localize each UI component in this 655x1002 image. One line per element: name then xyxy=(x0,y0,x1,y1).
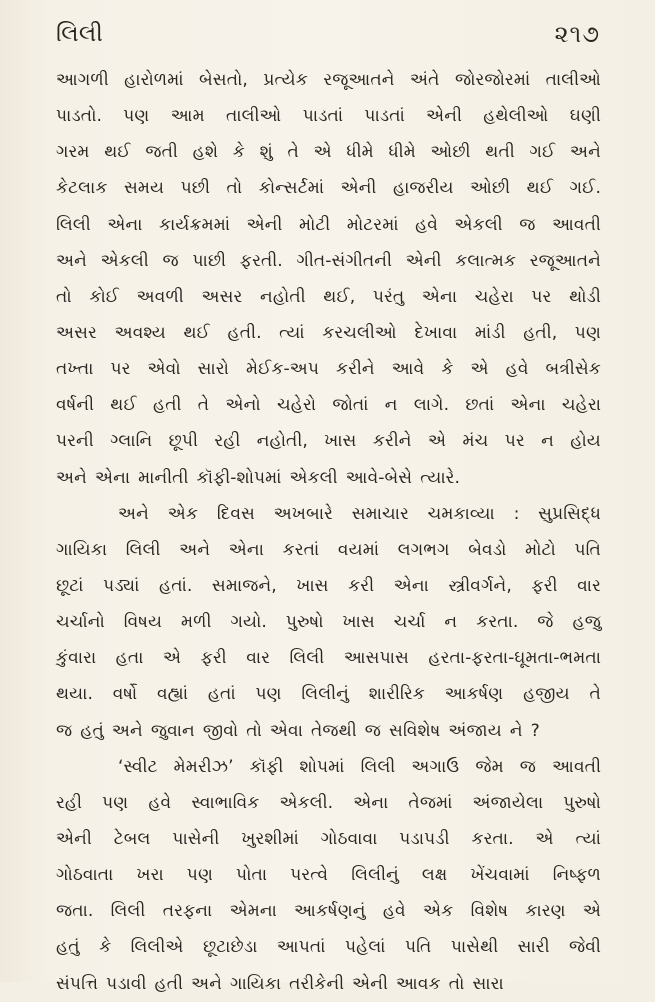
word: હજુ xyxy=(572,612,601,633)
word: વયમાં xyxy=(337,539,380,560)
word: રજૂઆતને xyxy=(529,250,601,271)
text-line xyxy=(56,496,601,532)
page-number: ૨૧૭ xyxy=(554,20,600,48)
word: લિલી xyxy=(125,539,161,560)
word: હવે xyxy=(382,901,406,922)
word: એવો xyxy=(147,359,181,380)
word: સંપત્તિ xyxy=(56,973,99,994)
word: હતી xyxy=(154,973,184,994)
word: આવતી xyxy=(552,756,601,777)
word: મોટી xyxy=(298,214,331,235)
word: ચમકાવ્યા xyxy=(427,503,495,524)
word: એના xyxy=(393,575,429,596)
word: વહ્યાં xyxy=(156,684,189,705)
word: એકલી xyxy=(289,467,338,488)
word: તાલીઓ xyxy=(226,106,282,127)
word: અને xyxy=(569,142,601,163)
word: વર્ષની xyxy=(56,395,95,416)
word: હતી. xyxy=(227,322,262,343)
page-header xyxy=(56,14,600,54)
word: માંડી xyxy=(474,322,506,343)
word: પરત્વે xyxy=(290,865,329,886)
word: કુંવારા xyxy=(56,648,97,669)
word: જ xyxy=(519,214,536,235)
word: અંજાય xyxy=(448,720,502,741)
word: તે xyxy=(197,395,210,416)
word: મંચ xyxy=(462,431,489,452)
word: નહોતી, xyxy=(256,431,308,452)
text-line xyxy=(56,676,601,712)
word: સમાજને, xyxy=(211,575,277,596)
word: ખેંચવામાં xyxy=(470,865,530,886)
word: હતી, xyxy=(523,322,558,343)
word: કાર્યક્રમમાં xyxy=(159,214,231,235)
word: એની xyxy=(246,214,283,235)
word: ખાસ xyxy=(296,575,329,596)
text-line xyxy=(56,568,601,604)
word: અને xyxy=(111,720,143,741)
word: હવે xyxy=(415,214,439,235)
word: ચર્ચાનો xyxy=(56,612,105,633)
word: ખાસ xyxy=(342,612,375,633)
word: ખરા xyxy=(136,865,164,886)
word: જ xyxy=(364,720,382,741)
word: પુરુષો xyxy=(285,612,324,633)
word: તે xyxy=(287,142,299,163)
word: પર xyxy=(531,286,552,307)
word: એ xyxy=(470,359,489,380)
word: તો xyxy=(246,720,262,741)
word: થઈ xyxy=(104,142,131,163)
word: સ્વાભાવિક xyxy=(191,792,260,813)
word: કરતાં xyxy=(282,539,320,560)
word: થઈ, xyxy=(323,286,356,307)
word: એના xyxy=(421,286,458,307)
word: ફરતી. xyxy=(239,250,283,271)
word: પહેલાં xyxy=(344,937,386,958)
word: પતિ xyxy=(404,937,432,958)
word: એની xyxy=(56,828,92,849)
word: લિલી xyxy=(360,756,396,777)
word: શોપમાં xyxy=(299,756,345,777)
word: એવા xyxy=(269,720,303,741)
word: આવક xyxy=(396,973,441,994)
text-line xyxy=(56,460,601,496)
word: રહી xyxy=(214,431,241,452)
text-line xyxy=(56,98,601,134)
word: જતી xyxy=(145,142,178,163)
word: છતાં xyxy=(465,395,495,416)
word: જ xyxy=(519,756,537,777)
word: લિલી xyxy=(56,214,91,235)
word: જેવી xyxy=(569,937,601,958)
word: એની xyxy=(405,250,442,271)
word: એના xyxy=(228,539,264,560)
word: બત્રીસેક xyxy=(545,359,601,380)
word: એ xyxy=(162,648,182,669)
word: પાછી xyxy=(192,250,227,271)
word: અને xyxy=(179,539,211,560)
word: પાડતાં xyxy=(302,106,344,127)
word: પરની xyxy=(56,431,94,452)
word: હથેલીઓ xyxy=(483,106,549,127)
word: એ xyxy=(427,431,447,452)
word: ઘણી xyxy=(569,106,601,127)
word: પડાપડી xyxy=(399,828,450,849)
word: એકલી. xyxy=(279,792,334,813)
word: પાસેની xyxy=(172,828,220,849)
word: તેજમાં xyxy=(408,792,453,813)
word: લિલી xyxy=(110,901,146,922)
word: એ xyxy=(535,828,554,849)
word: ને xyxy=(509,720,523,741)
word: સમય xyxy=(124,178,165,199)
word: ન xyxy=(541,431,554,452)
word: આમ xyxy=(170,106,205,127)
word: ગયો. xyxy=(230,612,267,633)
word: પણ xyxy=(574,322,601,343)
text-line xyxy=(56,857,601,893)
word: હતી xyxy=(153,395,182,416)
word: ફરી xyxy=(531,575,558,596)
word: પડ્યાં xyxy=(103,575,140,596)
word: ધીમે xyxy=(346,142,374,163)
word: જોતાં xyxy=(332,395,369,416)
word: છૂટાં xyxy=(56,575,84,596)
word: ગરમ xyxy=(56,142,90,163)
word: પોતા xyxy=(236,865,268,886)
text-line xyxy=(56,929,601,965)
text-line xyxy=(56,134,601,170)
word: એની xyxy=(340,178,377,199)
word: ગઈ. xyxy=(569,178,601,199)
word: હશે xyxy=(192,142,219,163)
word: મળી xyxy=(181,612,212,633)
paragraph xyxy=(56,496,601,749)
word: સારા xyxy=(472,973,504,994)
word: કારણ xyxy=(525,901,566,922)
word: લિલીનું xyxy=(351,865,399,886)
word: થઈ xyxy=(526,178,554,199)
body-text xyxy=(56,62,601,1002)
word: કરીને xyxy=(372,431,412,452)
word: મેઈક-અપ xyxy=(245,359,319,380)
word: પર xyxy=(504,431,525,452)
word: એ xyxy=(582,901,601,922)
word: ન xyxy=(444,612,458,633)
word: પણ xyxy=(123,106,150,127)
word: છૂપી xyxy=(168,431,198,452)
text-line xyxy=(56,604,601,640)
word: જોરજોરમાં xyxy=(454,70,531,90)
word: પણ xyxy=(255,684,282,705)
word: ગ્લાનિ xyxy=(110,431,153,452)
word: બેસતો, xyxy=(198,70,248,90)
word: ઓછી xyxy=(470,178,511,199)
word: સ્ત્રીવર્ગને, xyxy=(448,575,512,596)
word: પણ xyxy=(102,792,129,813)
word: પર xyxy=(110,359,131,380)
word: હજીય xyxy=(523,684,570,705)
word: કરીને xyxy=(335,359,375,380)
word: તરફના xyxy=(162,901,213,922)
word: પ્રત્યેક xyxy=(263,70,308,90)
word: પછી xyxy=(180,178,211,199)
word: હરતા-ફરતા-ઘૂમતા-ભમતા xyxy=(428,648,601,669)
word: સારી xyxy=(517,937,550,958)
text-line xyxy=(56,640,601,676)
word: આવતી xyxy=(552,214,601,235)
word: એના xyxy=(353,792,389,813)
word: આવે xyxy=(391,359,425,380)
word: : xyxy=(513,503,520,524)
word: આવે-બેસે xyxy=(345,467,413,488)
word: લક્ષ xyxy=(421,865,448,886)
word: ગાયિકા xyxy=(230,973,282,994)
text-line xyxy=(56,351,601,387)
word: ફરી xyxy=(200,648,227,669)
word: જીવો xyxy=(202,720,239,741)
word: હતા xyxy=(115,648,144,669)
word: થોડી xyxy=(569,286,601,307)
word: તાલીઓ xyxy=(545,70,601,90)
word: અને xyxy=(191,973,223,994)
word: એમના xyxy=(229,901,277,922)
word: નિષ્ફળ xyxy=(552,865,601,886)
word: ચર્ચા xyxy=(393,612,426,633)
text-line xyxy=(56,62,601,98)
word: વિશેષ xyxy=(470,901,509,922)
word: ન xyxy=(384,395,398,416)
word: કૉફી-શોપમાં xyxy=(196,467,282,488)
word: તો xyxy=(448,973,465,994)
word: અગાઉ xyxy=(411,756,460,777)
word: કરચલીઓ xyxy=(322,322,397,343)
word: કેટલાક xyxy=(56,178,108,199)
word: હતાં. xyxy=(159,575,193,596)
word: એની xyxy=(426,106,462,127)
word: પુરુષો xyxy=(563,792,601,813)
word: સવિશેષ xyxy=(389,720,441,741)
word: કોન્સર્ટમાં xyxy=(258,178,325,199)
word: રહી xyxy=(56,792,83,813)
word: દિવસ xyxy=(216,503,255,524)
word: કે xyxy=(232,142,245,163)
word: સુપ્રસિદ્ધ xyxy=(538,503,601,524)
word: થતી xyxy=(485,142,515,163)
word: હતું xyxy=(80,720,104,741)
word: મોટરમાં xyxy=(346,214,399,235)
word: આગળી xyxy=(56,70,109,90)
word: તરીકેની xyxy=(289,973,345,994)
word: ગીત-સંગીતની xyxy=(296,250,392,271)
word: અને xyxy=(56,467,87,488)
word: અને xyxy=(118,503,149,524)
word: અવળી xyxy=(136,286,184,307)
word: એના xyxy=(510,395,546,416)
word: પતિ xyxy=(574,539,601,560)
text-line xyxy=(56,423,601,459)
paragraph xyxy=(56,749,601,1002)
word: લિલી xyxy=(289,648,325,669)
word: ગોઠવાતા xyxy=(56,865,114,886)
word: પાડતો. xyxy=(56,106,102,127)
word: અવશ્ય xyxy=(114,322,166,343)
word: એ xyxy=(313,142,332,163)
word: હોય xyxy=(570,431,601,452)
word: પાડતાં xyxy=(364,106,405,127)
word: થઈ xyxy=(183,322,210,343)
word: ત્યાં xyxy=(279,322,305,343)
paragraph xyxy=(56,62,601,496)
word: શારીરિક xyxy=(368,684,425,705)
word: પડાવી xyxy=(106,973,147,994)
word: હારોળમાં xyxy=(124,70,184,90)
word: ગોઠવાવા xyxy=(320,828,378,849)
word: નહોતી xyxy=(260,286,306,307)
word: વર્ષો xyxy=(112,684,138,705)
word: પણ xyxy=(186,865,213,886)
word: થઈ xyxy=(110,395,137,416)
word: અંતે xyxy=(409,70,440,90)
word: લિલીએ xyxy=(130,937,184,958)
word: જે xyxy=(537,612,554,633)
text-line xyxy=(56,713,601,749)
word: કરી xyxy=(348,575,375,596)
word: મેમરીઝ’ xyxy=(173,756,234,777)
word: ચહેરો xyxy=(276,395,317,416)
word: તો xyxy=(226,178,243,199)
word: થયા. xyxy=(56,684,93,705)
word: દેખાવા xyxy=(414,322,458,343)
text-line xyxy=(56,387,601,423)
text-line xyxy=(56,532,601,568)
word: આસપાસ xyxy=(343,648,409,669)
word: એકલી xyxy=(454,214,503,235)
word: ધીમે xyxy=(388,142,416,163)
word: જેમ xyxy=(475,756,504,777)
word: ખાસ xyxy=(324,431,357,452)
word: વિષય xyxy=(123,612,163,633)
word: પાસેથી xyxy=(450,937,499,958)
word: માનીતી xyxy=(138,467,189,488)
word: ચહેરા xyxy=(474,286,514,307)
word: છૂટાછેડા xyxy=(203,937,258,958)
word: ? xyxy=(530,720,540,741)
word: આપતાં xyxy=(276,937,326,958)
word: કોઈ xyxy=(89,286,120,307)
text-line xyxy=(56,785,601,821)
word: જતા. xyxy=(56,901,94,922)
word: એકલી xyxy=(100,250,149,271)
word: ચહેરા xyxy=(561,395,601,416)
word: એની xyxy=(352,973,389,994)
word: અંજાયેલા xyxy=(472,792,544,813)
word: હતાં xyxy=(207,684,236,705)
word: વાર xyxy=(246,648,271,669)
word: તખ્તા xyxy=(56,359,94,380)
running-title: લિલી xyxy=(56,21,104,47)
word: હવે xyxy=(148,792,172,813)
word: અખબારે xyxy=(273,503,333,524)
word: અસર xyxy=(56,322,97,343)
word: ઓછી xyxy=(430,142,471,163)
word: એના xyxy=(94,467,131,488)
word: ત્યાં xyxy=(575,828,601,849)
text-line xyxy=(56,315,601,351)
word: ગઈ xyxy=(529,142,556,163)
word: લિલીનું xyxy=(301,684,349,705)
word: હવે xyxy=(505,359,529,380)
word: વાર xyxy=(577,575,601,596)
text-line xyxy=(56,966,601,1002)
word: જ xyxy=(162,250,179,271)
word: ખુરશીમાં xyxy=(241,828,299,849)
word: એનો xyxy=(225,395,261,416)
word: આકર્ષણનું xyxy=(294,901,366,922)
word: ટેબલ xyxy=(113,828,151,849)
word: પરંતુ xyxy=(372,286,405,307)
text-line xyxy=(56,243,601,279)
word: તેજથી xyxy=(310,720,357,741)
word: એક xyxy=(423,901,454,922)
word: મોટો xyxy=(525,539,556,560)
word: એના xyxy=(107,214,143,235)
word: કરતા. xyxy=(471,828,514,849)
word: કે xyxy=(99,937,112,958)
word: ત્યારે. xyxy=(420,467,461,488)
word: કૉફી xyxy=(249,756,284,777)
word: કે xyxy=(441,359,454,380)
word: કરતા. xyxy=(476,612,519,633)
word: બેવડો xyxy=(468,539,507,560)
word: હાજરીય xyxy=(392,178,454,199)
word: રજૂઆતને xyxy=(323,70,395,90)
word: કલાત્મક xyxy=(455,250,517,271)
text-line xyxy=(56,207,601,243)
word: લગભગ xyxy=(397,539,450,560)
text-line xyxy=(56,170,601,206)
word: તો xyxy=(56,286,72,307)
word: સારો xyxy=(197,359,229,380)
text-line xyxy=(56,821,601,857)
word: લાગે. xyxy=(413,395,450,416)
word: સમાચાર xyxy=(351,503,409,524)
text-line xyxy=(56,749,601,785)
word: જ xyxy=(56,720,73,741)
word: જુવાન xyxy=(150,720,195,741)
word: અસર xyxy=(201,286,243,307)
text-line xyxy=(56,893,601,929)
word: ‘સ્વીટ xyxy=(118,756,158,777)
word: એક xyxy=(167,503,199,524)
word: ગાયિકા xyxy=(56,539,108,560)
word: આકર્ષણ xyxy=(444,684,504,705)
word: હતું xyxy=(56,937,80,958)
text-line xyxy=(56,279,601,315)
word: શું xyxy=(259,142,273,163)
word: અને xyxy=(56,250,87,271)
word: તે xyxy=(589,684,601,705)
